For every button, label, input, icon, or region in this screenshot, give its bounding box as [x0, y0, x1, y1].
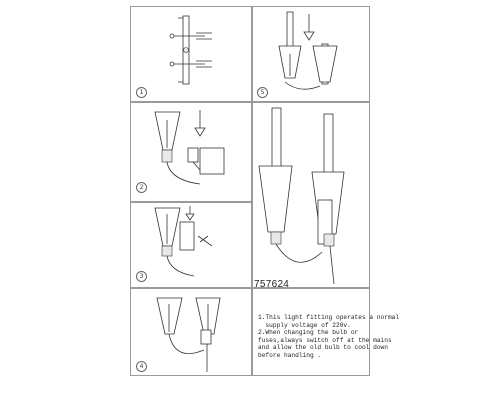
wiring-drawing	[155, 110, 224, 184]
note-line: fuses,always switch off at the mains	[258, 336, 392, 344]
step-number-5: 5	[257, 87, 268, 98]
shades-fitted-drawing	[157, 298, 220, 372]
step-number-4: 4	[136, 361, 147, 372]
step-number-3: 3	[136, 271, 147, 282]
cover-attachment-drawing	[155, 206, 212, 276]
note-line: before handling .	[258, 351, 322, 359]
mounting-bracket-drawing	[170, 16, 212, 84]
note-line: 1.This light fitting operates a normal	[258, 314, 400, 321]
note-line: supply voltage of 220v.	[258, 321, 351, 329]
assembled-fixture-drawing	[259, 108, 344, 284]
note-line: 2.When changing the bulb or	[258, 329, 359, 337]
note-line: and allow the old bulb to cool down	[258, 344, 388, 352]
bulb-insertion-drawing	[279, 12, 337, 89]
step-number-2: 2	[136, 182, 147, 193]
model-number: 757624	[254, 279, 290, 290]
step-number-1: 1	[136, 87, 147, 98]
safety-notes	[258, 314, 470, 360]
